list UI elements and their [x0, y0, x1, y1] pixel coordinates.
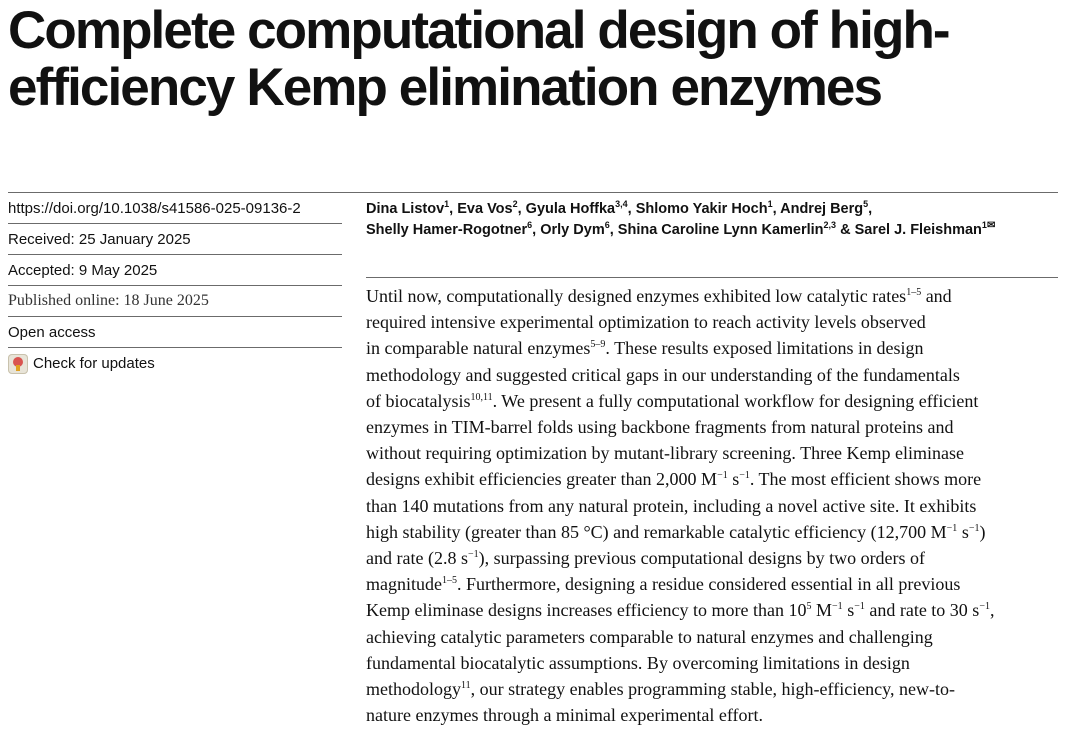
abstract-line: designs exhibit efficiencies greater than 2,000 $M^{-1}$ $s^{-1}$. The most efficient shows more [366, 469, 982, 490]
corresponding-author-mail-icon[interactable]: ✉ [986, 220, 996, 232]
check-for-updates-icon [8, 354, 28, 374]
author[interactable]: Shelly Hamer-Rogotner$^6$ [366, 220, 533, 238]
citation[interactable]: 1–5 [906, 287, 922, 298]
abstract-line: than 140 mutations from any natural protein, including a novel active site. It exhibits [366, 495, 977, 516]
author[interactable]: Dina Listov$^1$ [366, 199, 450, 217]
abstract-line: required intensive experimental optimization to reach activity levels observed [366, 312, 926, 333]
doi-link[interactable]: https://doi.org/10.1038/s41586-025-09136-2 [8, 193, 342, 224]
abstract-line: methodology and suggested critical gaps in our understanding of the fundamentals [366, 364, 960, 385]
author[interactable]: Gyula Hoffka$^{3,4}$ [525, 199, 628, 217]
abstract-line: methodology$^{11}$, our strategy enables programming stable, high-efficiency, new-to- [366, 679, 955, 700]
accepted-date: Accepted: 9 May 2025 [8, 255, 342, 286]
abstract-line: Until now, computationally designed enzymes exhibited low catalytic rates$^{1-5}$ and [366, 286, 952, 306]
check-for-updates-button[interactable] [8, 348, 342, 379]
abstract-line: without requiring optimization by mutant-library screening. Three Kemp eliminase [366, 443, 965, 464]
open-access-label: Open access [8, 317, 342, 348]
abstract-line: fundamental biocatalytic assumptions. By overcoming limitations in design [366, 652, 910, 673]
citation[interactable]: 5–9 [590, 339, 606, 351]
citation[interactable]: 10,11 [470, 391, 493, 403]
abstract-line: high stability (greater than 85 °C) and remarkable catalytic efficiency (12,700 $M^{-1}$ $s^{-1}$) [366, 521, 986, 542]
citation[interactable]: 11 [461, 680, 471, 692]
received-date: Received: 25 January 2025 [8, 224, 342, 255]
published-date: Published online: 18 June 2025 [8, 286, 342, 317]
author[interactable]: Andrej Berg$^5$ [780, 199, 869, 217]
check-for-updates-label: Check for updates [33, 355, 155, 372]
abstract [366, 283, 1056, 728]
abstract-line: achieving catalytic parameters comparable to natural enzymes and challenging [366, 626, 933, 647]
author[interactable]: Shina Caroline Lynn Kamerlin$^{2,3}$ [617, 220, 837, 238]
abstract-line: nature enzymes through a minimal experimental effort. [366, 705, 764, 726]
title-line-2: efficiency Kemp elimination enzymes [8, 58, 882, 117]
article-title [8, 2, 1048, 116]
author[interactable]: Eva Vos$^2$ [457, 199, 518, 217]
abstract-line: enzymes in TIM-barrel folds using backbone fragments from natural proteins and [366, 417, 954, 438]
title-line-1: Complete computational design of high- [8, 1, 949, 60]
abstract-divider [366, 277, 1058, 278]
abstract-line: Kemp eliminase designs increases efficiency to more than $10^5$ $M^{-1}$ $s^{-1}$ and rate to 30 $s^{-1}$, [366, 600, 995, 621]
author[interactable]: Sarel J. Fleishman$^1$ [854, 220, 987, 238]
abstract-line: of biocatalysis$^{10,11}$. We present a fully computational workflow for designing efficient [366, 390, 979, 411]
author-list: Dina Listov$^1$, Eva Vos$^2$, Gyula Hoffka$^{3,4}$, Shlomo Yakir Hoch$^1$, Andrej Berg$^5$, Shelly Hamer-Rogotner$^6$, Orly Dym$^6$, Shina Caroline Lynn Kamerlin$^{2,3}$ & Sarel J. Fleishman$^{1✉}$ [366, 199, 996, 238]
article-metadata [8, 193, 342, 379]
citation[interactable]: 1–5 [441, 575, 457, 587]
abstract-line: in comparable natural enzymes$^{5-9}$. These results exposed limitations in design [366, 338, 924, 359]
abstract-line: magnitude$^{1-5}$. Furthermore, designing a residue considered essential in all previous [366, 574, 961, 595]
abstract-line: and rate (2.8 $s^{-1}$), surpassing previous computational designs by two orders of [366, 548, 926, 569]
author[interactable]: Shlomo Yakir Hoch$^1$ [635, 199, 773, 217]
author[interactable]: Orly Dym$^6$ [540, 220, 610, 238]
